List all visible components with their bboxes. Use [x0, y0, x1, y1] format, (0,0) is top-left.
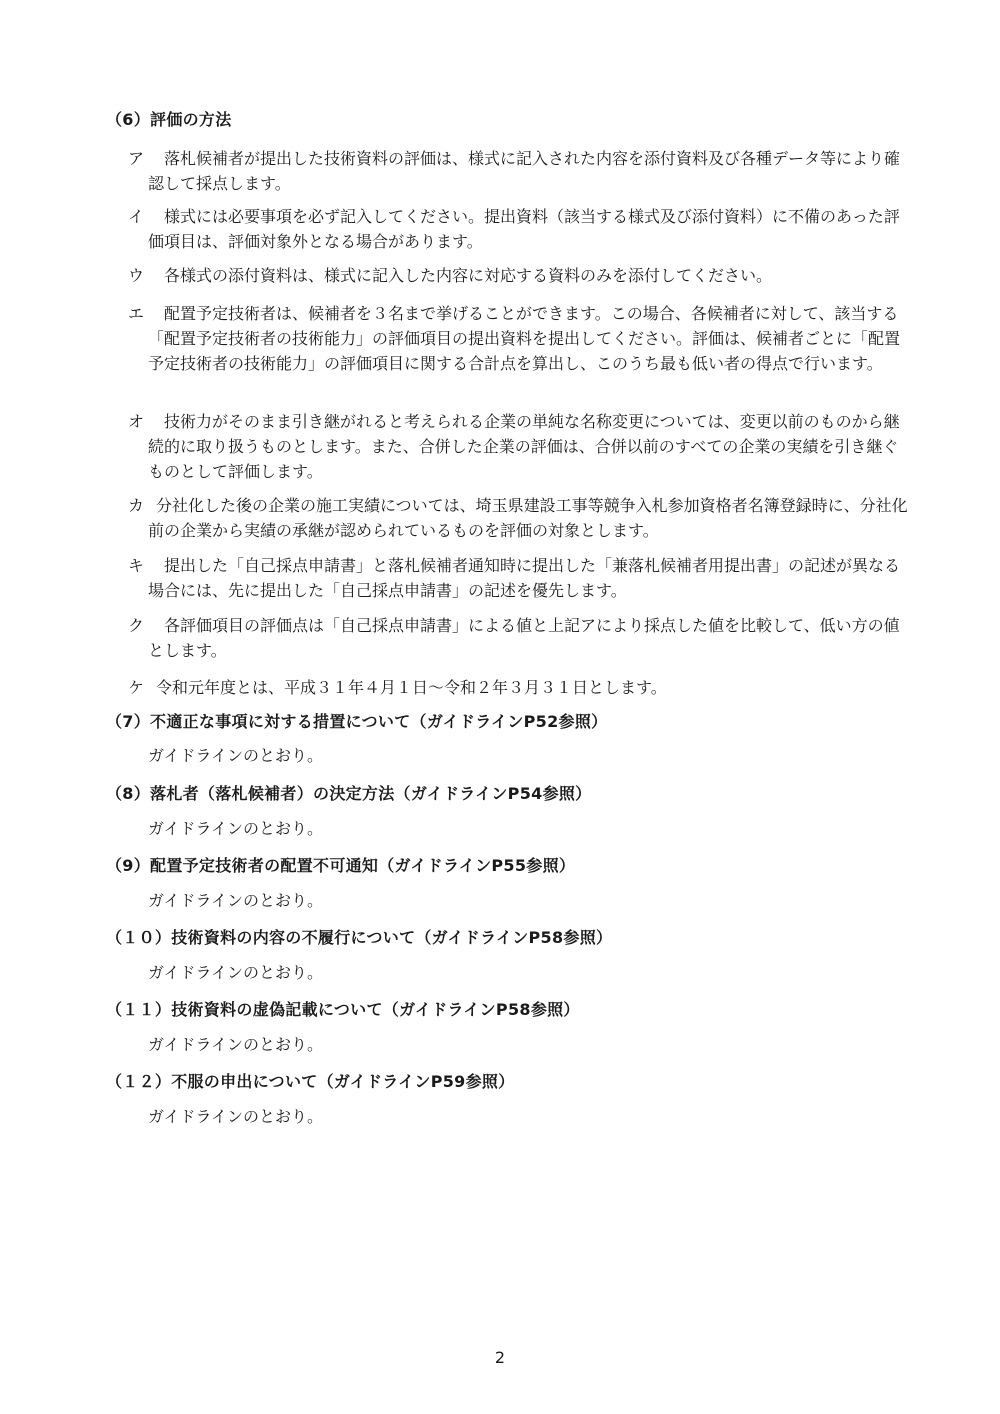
list-item: [128, 263, 908, 288]
list-item: [128, 553, 908, 603]
section-12-body: ガイドラインのとおり。: [148, 1107, 324, 1126]
section-7-body: ガイドラインのとおり。: [148, 746, 324, 765]
section-11-body: ガイドラインのとおり。: [148, 1035, 324, 1054]
list-item: [128, 493, 908, 543]
section-9-heading: （9）配置予定技術者の配置不可通知（ガイドラインP55参照）: [106, 856, 576, 875]
section-10-body: ガイドラインのとおり。: [148, 963, 324, 982]
section-7-heading: （7）不適正な事項に対する措置について（ガイドラインP52参照）: [106, 712, 608, 731]
section-6-heading: （6）評価の方法: [106, 110, 232, 129]
item-label: イ: [128, 207, 145, 226]
section-9-body: ガイドラインのとおり。: [148, 891, 324, 910]
section-10-heading: （１０）技術資料の内容の不履行について（ガイドラインP58参照）: [106, 928, 613, 947]
item-label: エ: [128, 304, 145, 323]
item-text: 各評価項目の評価点は「自己採点申請書」による値と上記アにより採点した値を比較して、低い方の値とします。: [148, 616, 900, 660]
item-text: 提出した「自己採点申請書」と落札候補者通知時に提出した「兼落札候補者用提出書」の記述が異なる場合には、先に提出した「自己採点申請書」の記述を優先します。: [148, 556, 901, 600]
item-label: ウ: [128, 266, 145, 285]
item-label: オ: [128, 412, 145, 431]
list-item: [128, 301, 908, 376]
item-text: 様式には必要事項を必ず記入してください。提出資料（該当する様式及び添付資料）に不備のあった評価項目は、評価対象外となる場合があります。: [148, 207, 900, 251]
page-number: 2: [494, 1348, 506, 1367]
item-text: 落札候補者が提出した技術資料の評価は、様式に記入された内容を添付資料及び各種データ等により確認して採点します。: [148, 149, 901, 193]
item-label: ケ: [128, 678, 145, 697]
item-label: カ: [128, 496, 145, 515]
list-item: [128, 409, 908, 484]
list-item: [128, 204, 908, 254]
section-8-heading: （8）落札者（落札候補者）の決定方法（ガイドラインP54参照）: [106, 784, 592, 803]
item-text: 令和元年度とは、平成３１年４月１日～令和２年３月３１日とします。: [156, 678, 667, 697]
item-label: キ: [128, 556, 145, 575]
item-text: 分社化した後の企業の施工実績については、埼玉県建設工事等競争入札参加資格者名簿登録時に、分社化前の企業から実績の承継が認められているものを評価の対象とします。: [148, 496, 908, 540]
item-text: 配置予定技術者は、候補者を３名まで挙げることができます。この場合、各候補者に対して、該当する「配置予定技術者の技術能力」の評価項目の提出資料を提出してください。評価は、候補者ごとに「配置予定技術者の技術能力」の評価項目に関する合計点を算出し、このうち最も低い者の得点で行います。: [148, 304, 901, 373]
section-11-heading: （１１）技術資料の虚偽記載について（ガイドラインP58参照）: [106, 1000, 580, 1019]
list-item: [128, 675, 908, 700]
section-8-body: ガイドラインのとおり。: [148, 819, 324, 838]
list-item: [128, 146, 908, 196]
item-text: 技術力がそのまま引き継がれると考えられる企業の単純な名称変更については、変更以前のものから継続的に取り扱うものとします。また、合併した企業の評価は、合併以前のすべての企業の実績を引き継ぐものとして評価します。: [148, 412, 900, 481]
list-item: [128, 613, 908, 663]
item-label: ア: [128, 149, 145, 168]
item-text: 各様式の添付資料は、様式に記入した内容に対応する資料のみを添付してください。: [164, 266, 773, 285]
item-label: ク: [128, 616, 145, 635]
section-12-heading: （１２）不服の申出について（ガイドラインP59参照）: [106, 1072, 515, 1091]
